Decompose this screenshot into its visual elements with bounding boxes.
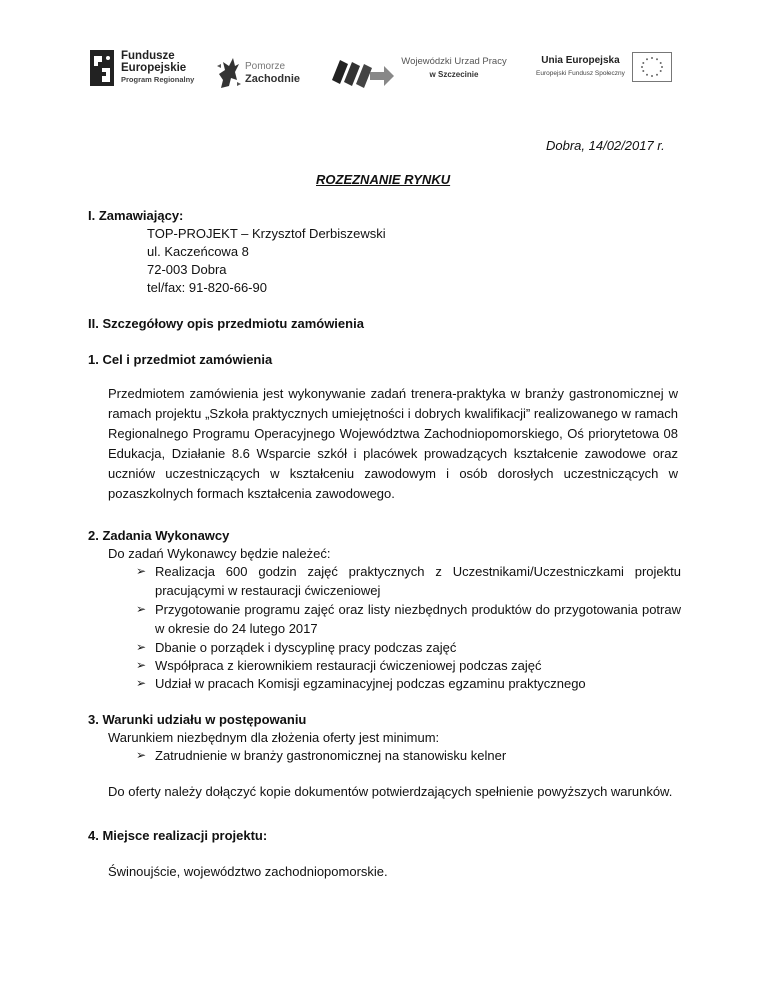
subsection-2-heading: 2. Zadania Wykonawcy bbox=[88, 528, 230, 543]
list-item-text: Dbanie o porządek i dyscyplinę pracy podczas zajęć bbox=[155, 640, 457, 655]
section-1-heading: I. Zamawiający: bbox=[88, 208, 184, 223]
list-item bbox=[136, 562, 681, 600]
list-item-text: Przygotowanie programu zajęć oraz listy niezbędnych produktów do przygotowania potraw w okresie do 24 lutego 2017 bbox=[155, 602, 681, 636]
arrow-bullet-icon: ➢ bbox=[136, 640, 147, 654]
orderer-city: 72-003 Dobra bbox=[147, 262, 227, 277]
fundusze-europejskie-logo bbox=[88, 48, 194, 88]
pomorze-zachodnie-logo bbox=[213, 54, 300, 92]
subsection-4-body: Świnoujście, województwo zachodniopomorskie. bbox=[108, 864, 388, 879]
logo-bar bbox=[88, 44, 688, 98]
arrow-bullet-icon: ➢ bbox=[136, 658, 147, 672]
arrow-bullet-icon: ➢ bbox=[136, 602, 147, 616]
subsection-1-heading: 1. Cel i przedmiot zamówienia bbox=[88, 352, 273, 367]
document-date: Dobra, 14/02/2017 r. bbox=[546, 138, 665, 153]
fe-line3: Program Regionalny bbox=[121, 75, 195, 84]
list-item bbox=[136, 600, 681, 638]
subsection-1-body: Przedmiotem zamówienia jest wykonywanie zadań trenera-praktyka w branży gastronomicznej w ramach projektu „Szkoła praktycznych umiejętności i dobrych kwalifikacji” realizowanego w ramach Regionalnego Programu Operacyjnego Województwa Zachodniopomorskiego, Oś priorytetowa 08 Edukacja, Działanie 8.6 Wsparcie szkół i placówek prowadzących kształcenie zawodowe oraz uczniów uczestniczących w kształceniu zawodowym i osób dorosłych uczestniczących w pozaszkolnych formach kształcenia zawodowego. bbox=[108, 386, 678, 501]
list-item-text: Realizacja 600 godzin zajęć praktycznych z Uczestnikami/Uczestniczkami projektu pracującymi w restauracji ćwiczeniowej bbox=[155, 564, 681, 598]
wup-line1: Wojewódzki Urzad Pracy bbox=[401, 56, 507, 67]
subsection-3-intro: Warunkiem niezbędnym dla złożenia oferty jest minimum: bbox=[108, 730, 440, 745]
wup-line2: w Szczecinie bbox=[429, 70, 479, 79]
ue-line1: Unia Europejska bbox=[541, 55, 620, 66]
list-item-text: Współpraca z kierownikiem restauracji ćwiczeniowej podczas zajęć bbox=[155, 658, 542, 673]
orderer-phone: tel/fax: 91-820-66-90 bbox=[147, 280, 267, 295]
fe-line1: Fundusze bbox=[121, 50, 175, 62]
wup-logo bbox=[330, 54, 507, 88]
griffin-icon bbox=[213, 54, 243, 92]
subsection-3-note: Do oferty należy dołączyć kopie dokumentów potwierdzających spełnienie powyższych warunków. bbox=[108, 784, 673, 799]
arrow-bullet-icon: ➢ bbox=[136, 564, 147, 578]
orderer-name: TOP-PROJEKT – Krzysztof Derbiszewski bbox=[147, 226, 386, 241]
list-item bbox=[136, 674, 681, 693]
subsection-4-heading: 4. Miejsce realizacji projektu: bbox=[88, 828, 268, 843]
arrow-bullet-icon: ➢ bbox=[136, 748, 147, 762]
ue-line2: Europejski Fundusz Społeczny bbox=[536, 70, 625, 77]
fundusze-europejskie-icon bbox=[88, 48, 116, 88]
arrow-bullet-icon: ➢ bbox=[136, 676, 147, 690]
list-item bbox=[136, 638, 681, 657]
unia-europejska-logo bbox=[536, 52, 672, 82]
subsection-3-heading: 3. Warunki udziału w postępowaniu bbox=[88, 712, 307, 727]
subsection-2-intro: Do zadań Wykonawcy będzie należeć: bbox=[108, 546, 331, 561]
pz-line1: Pomorze bbox=[245, 61, 286, 72]
orderer-street: ul. Kaczeńcowa 8 bbox=[147, 244, 249, 259]
list-item-text: Udział w pracach Komisji egzaminacyjnej podczas egzaminu praktycznego bbox=[155, 676, 586, 691]
pz-line2: Zachodnie bbox=[245, 73, 301, 85]
fe-line2: Europejskie bbox=[121, 62, 187, 74]
document-title: ROZEZNANIE RYNKU bbox=[316, 172, 451, 187]
eu-flag-icon bbox=[632, 52, 672, 82]
list-item bbox=[136, 746, 681, 765]
list-item-text: Zatrudnienie w branży gastronomicznej na stanowisku kelner bbox=[155, 748, 507, 763]
list-item bbox=[136, 656, 681, 675]
section-2-heading: II. Szczegółowy opis przedmiotu zamówienia bbox=[88, 316, 364, 331]
